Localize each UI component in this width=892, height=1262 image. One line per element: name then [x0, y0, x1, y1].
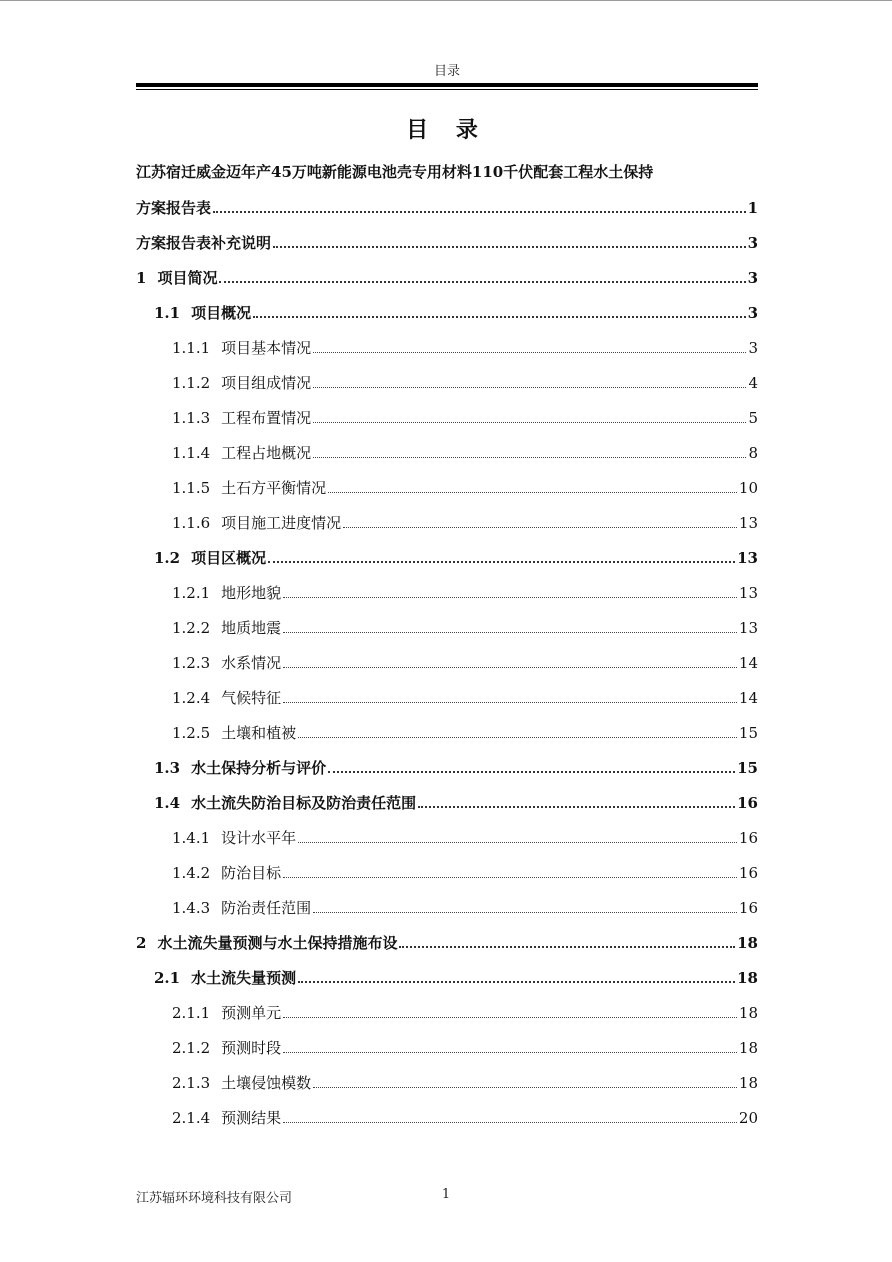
toc-entry-text: 水土流失量预测与水土保持措施布设	[157, 934, 398, 952]
toc-entry-label	[172, 1072, 311, 1093]
table-of-contents	[136, 155, 758, 1135]
toc-entry-text: 地质地震	[221, 619, 282, 637]
dot-leader	[313, 911, 737, 913]
toc-page-number: 15	[738, 723, 758, 742]
dot-leader	[313, 351, 746, 353]
toc-entry[interactable]	[136, 575, 758, 610]
toc-entry-number: 1.1.5	[172, 479, 211, 497]
toc-entry-label	[172, 582, 281, 603]
toc-entry-label	[154, 547, 266, 568]
toc-entry-text: 项目简况	[157, 269, 218, 287]
toc-entry-label	[136, 267, 217, 288]
toc-entry-label: 方案报告表	[136, 199, 212, 217]
toc-entry-label	[172, 512, 341, 533]
toc-entry[interactable]	[136, 925, 758, 960]
toc-entry-label	[172, 687, 281, 708]
dot-leader	[399, 945, 735, 948]
toc-entry-number: 1.1.6	[172, 514, 211, 532]
toc-page-number: 18	[737, 968, 758, 987]
toc-entry-label	[172, 827, 296, 848]
toc-entry-number: 1.4	[154, 794, 181, 812]
toc-entry-text: 预测结果	[221, 1109, 282, 1127]
dot-leader	[298, 841, 737, 843]
dot-leader	[298, 980, 735, 983]
toc-entry-number: 1.2.3	[172, 654, 211, 672]
dot-leader	[283, 1016, 737, 1018]
toc-entry-label	[172, 897, 311, 918]
toc-entry-number: 1.2	[154, 549, 181, 567]
dot-leader	[253, 315, 745, 318]
toc-entry-text: 土壤和植被	[221, 724, 297, 742]
toc-entry[interactable]	[136, 295, 758, 330]
toc-page-number: 18	[737, 933, 758, 952]
toc-entry-number: 2.1.4	[172, 1109, 211, 1127]
toc-entry-text: 土石方平衡情况	[221, 479, 327, 497]
toc-entry-text: 方案报告表补充说明	[136, 234, 272, 252]
toc-title: 目 录	[406, 117, 488, 143]
toc-entry[interactable]	[136, 820, 758, 855]
toc-entry-label	[172, 442, 311, 463]
toc-page-number: 3	[747, 303, 758, 322]
toc-entry-label	[172, 652, 281, 673]
toc-page-number: 13	[737, 548, 758, 567]
toc-entry-text: 项目组成情况	[221, 374, 312, 392]
toc-entry[interactable]	[136, 260, 758, 295]
toc-entry-number: 2.1.1	[172, 1004, 211, 1022]
toc-page-number: 14	[738, 653, 758, 672]
top-border	[0, 0, 892, 1]
toc-entry-number: 2	[136, 934, 147, 952]
toc-page-number: 20	[738, 1108, 758, 1127]
dot-leader	[298, 736, 737, 738]
toc-page-number: 18	[738, 1073, 758, 1092]
dot-leader	[418, 805, 735, 808]
footer-page-number: 1	[441, 1187, 451, 1202]
dot-leader	[283, 596, 737, 598]
toc-entry[interactable]	[136, 365, 758, 400]
toc-entry-number: 1	[136, 269, 147, 287]
toc-entry-number: 2.1.3	[172, 1074, 211, 1092]
toc-entry-text: 水系情况	[221, 654, 282, 672]
toc-entry-label	[172, 407, 311, 428]
toc-entry-label	[172, 372, 311, 393]
toc-entry-label	[172, 337, 311, 358]
toc-entry-label	[136, 932, 397, 953]
toc-page-number: 3	[748, 338, 758, 357]
dot-leader	[328, 491, 737, 493]
dot-leader	[283, 631, 737, 633]
toc-page-number: 13	[738, 583, 758, 602]
toc-entry-label	[154, 967, 296, 988]
toc-entry-number: 1.1.3	[172, 409, 211, 427]
toc-entry-label	[172, 1002, 281, 1023]
toc-entry[interactable]	[136, 330, 758, 365]
toc-entry[interactable]	[136, 855, 758, 890]
toc-entry-label	[172, 1107, 281, 1128]
toc-entry-label	[172, 862, 281, 883]
toc-entry-number: 2.1.2	[172, 1039, 211, 1057]
toc-entry-number: 1.2.4	[172, 689, 211, 707]
toc-entry-text: 土壤侵蚀模数	[221, 1074, 312, 1092]
toc-entry[interactable]	[136, 785, 758, 820]
toc-entry[interactable]	[136, 470, 758, 505]
toc-entry-title-line1[interactable]: 江苏宿迁威金迈年产45万吨新能源电池壳专用材料110千伏配套工程水土保持	[136, 163, 654, 181]
toc-entry-text: 地形地貌	[221, 584, 282, 602]
toc-entry[interactable]	[136, 610, 758, 645]
toc-entry-label	[154, 757, 326, 778]
toc-entry[interactable]	[136, 715, 758, 750]
toc-entry-number: 1.2.5	[172, 724, 211, 742]
toc-entry[interactable]	[136, 645, 758, 680]
toc-page-number: 13	[738, 513, 758, 532]
toc-entry-number: 1.1.4	[172, 444, 211, 462]
toc-entry-number: 1.4.2	[172, 864, 211, 882]
toc-entry-number: 1.2.1	[172, 584, 211, 602]
toc-entry-label	[136, 232, 271, 253]
toc-page-number: 3	[747, 268, 758, 287]
toc-entry-text: 预测单元	[221, 1004, 282, 1022]
toc-entry-text: 水土保持分析与评价	[191, 759, 327, 777]
toc-entry[interactable]	[136, 505, 758, 540]
toc-page-number: 16	[738, 863, 758, 882]
toc-entry[interactable]	[136, 225, 758, 260]
header-rule-thick	[136, 83, 758, 87]
toc-entry-text: 防治目标	[221, 864, 282, 882]
toc-page-number: 15	[737, 758, 758, 777]
toc-entry-text: 工程占地概况	[221, 444, 312, 462]
toc-entry[interactable]	[136, 995, 758, 1030]
toc-entry-text: 项目区概况	[191, 549, 267, 567]
dot-leader	[283, 666, 737, 668]
toc-entry-text: 水土流失量预测	[191, 969, 297, 987]
toc-entry-text: 项目概况	[191, 304, 252, 322]
toc-entry[interactable]	[136, 1030, 758, 1065]
dot-leader	[313, 1086, 737, 1088]
dot-leader	[343, 526, 737, 528]
dot-leader	[283, 1051, 737, 1053]
toc-entry-label	[172, 1037, 281, 1058]
toc-page-number: 10	[738, 478, 758, 497]
dot-leader	[313, 386, 746, 388]
toc-entry-label	[172, 722, 296, 743]
toc-page-number: 16	[738, 898, 758, 917]
toc-page-number: 16	[738, 828, 758, 847]
toc-entry-title-line2[interactable]	[136, 190, 758, 225]
dot-leader	[313, 421, 746, 423]
toc-page-number: 18	[738, 1038, 758, 1057]
toc-entry-number: 1.2.2	[172, 619, 211, 637]
toc-entry-number: 1.1.2	[172, 374, 211, 392]
toc-page-number: 13	[738, 618, 758, 637]
toc-entry-number: 1.1.1	[172, 339, 211, 357]
dot-leader	[219, 280, 745, 283]
dot-leader	[313, 456, 746, 458]
dot-leader	[273, 245, 746, 248]
toc-entry-label	[154, 792, 416, 813]
dot-leader	[213, 210, 746, 213]
toc-page-number: 18	[738, 1003, 758, 1022]
toc-entry-text: 项目基本情况	[221, 339, 312, 357]
toc-entry-text: 气候特征	[221, 689, 282, 707]
toc-entry-text: 工程布置情况	[221, 409, 312, 427]
toc-entry[interactable]	[136, 435, 758, 470]
dot-leader	[283, 876, 737, 878]
toc-page-number: 3	[747, 233, 758, 252]
toc-entry[interactable]	[136, 750, 758, 785]
toc-entry[interactable]	[136, 1065, 758, 1100]
toc-entry-number: 1.3	[154, 759, 181, 777]
toc-page-number: 8	[748, 443, 758, 462]
toc-page-number: 5	[748, 408, 758, 427]
toc-entry-number: 2.1	[154, 969, 181, 987]
toc-page-number: 14	[738, 688, 758, 707]
toc-entry-text: 设计水平年	[221, 829, 297, 847]
toc-entry-text: 水土流失防治目标及防治责任范围	[191, 794, 417, 812]
toc-entry-text: 项目施工进度情况	[221, 514, 342, 532]
header-rule-thin	[136, 89, 758, 90]
toc-entry-number: 1.4.3	[172, 899, 211, 917]
toc-entry-label	[154, 302, 251, 323]
toc-entry-text: 预测时段	[221, 1039, 282, 1057]
dot-leader	[283, 701, 737, 703]
toc-entry-number: 1.4.1	[172, 829, 211, 847]
footer-company: 江苏辐环环境科技有限公司	[136, 1191, 293, 1206]
toc-entry[interactable]	[136, 1100, 758, 1135]
toc-entry[interactable]	[136, 400, 758, 435]
toc-page-number: 16	[737, 793, 758, 812]
toc-entry-text: 防治责任范围	[221, 899, 312, 917]
toc-entry[interactable]	[136, 540, 758, 575]
toc-entry-number: 1.1	[154, 304, 181, 322]
dot-leader	[268, 560, 735, 563]
dot-leader	[283, 1121, 737, 1123]
toc-entry[interactable]	[136, 960, 758, 995]
running-header: 目录	[433, 64, 460, 79]
toc-page-number: 1	[747, 198, 758, 217]
toc-entry[interactable]	[136, 680, 758, 715]
toc-page-number: 4	[748, 373, 758, 392]
toc-entry-label	[172, 477, 326, 498]
dot-leader	[328, 770, 735, 773]
toc-entry[interactable]	[136, 890, 758, 925]
toc-entry-label	[172, 617, 281, 638]
